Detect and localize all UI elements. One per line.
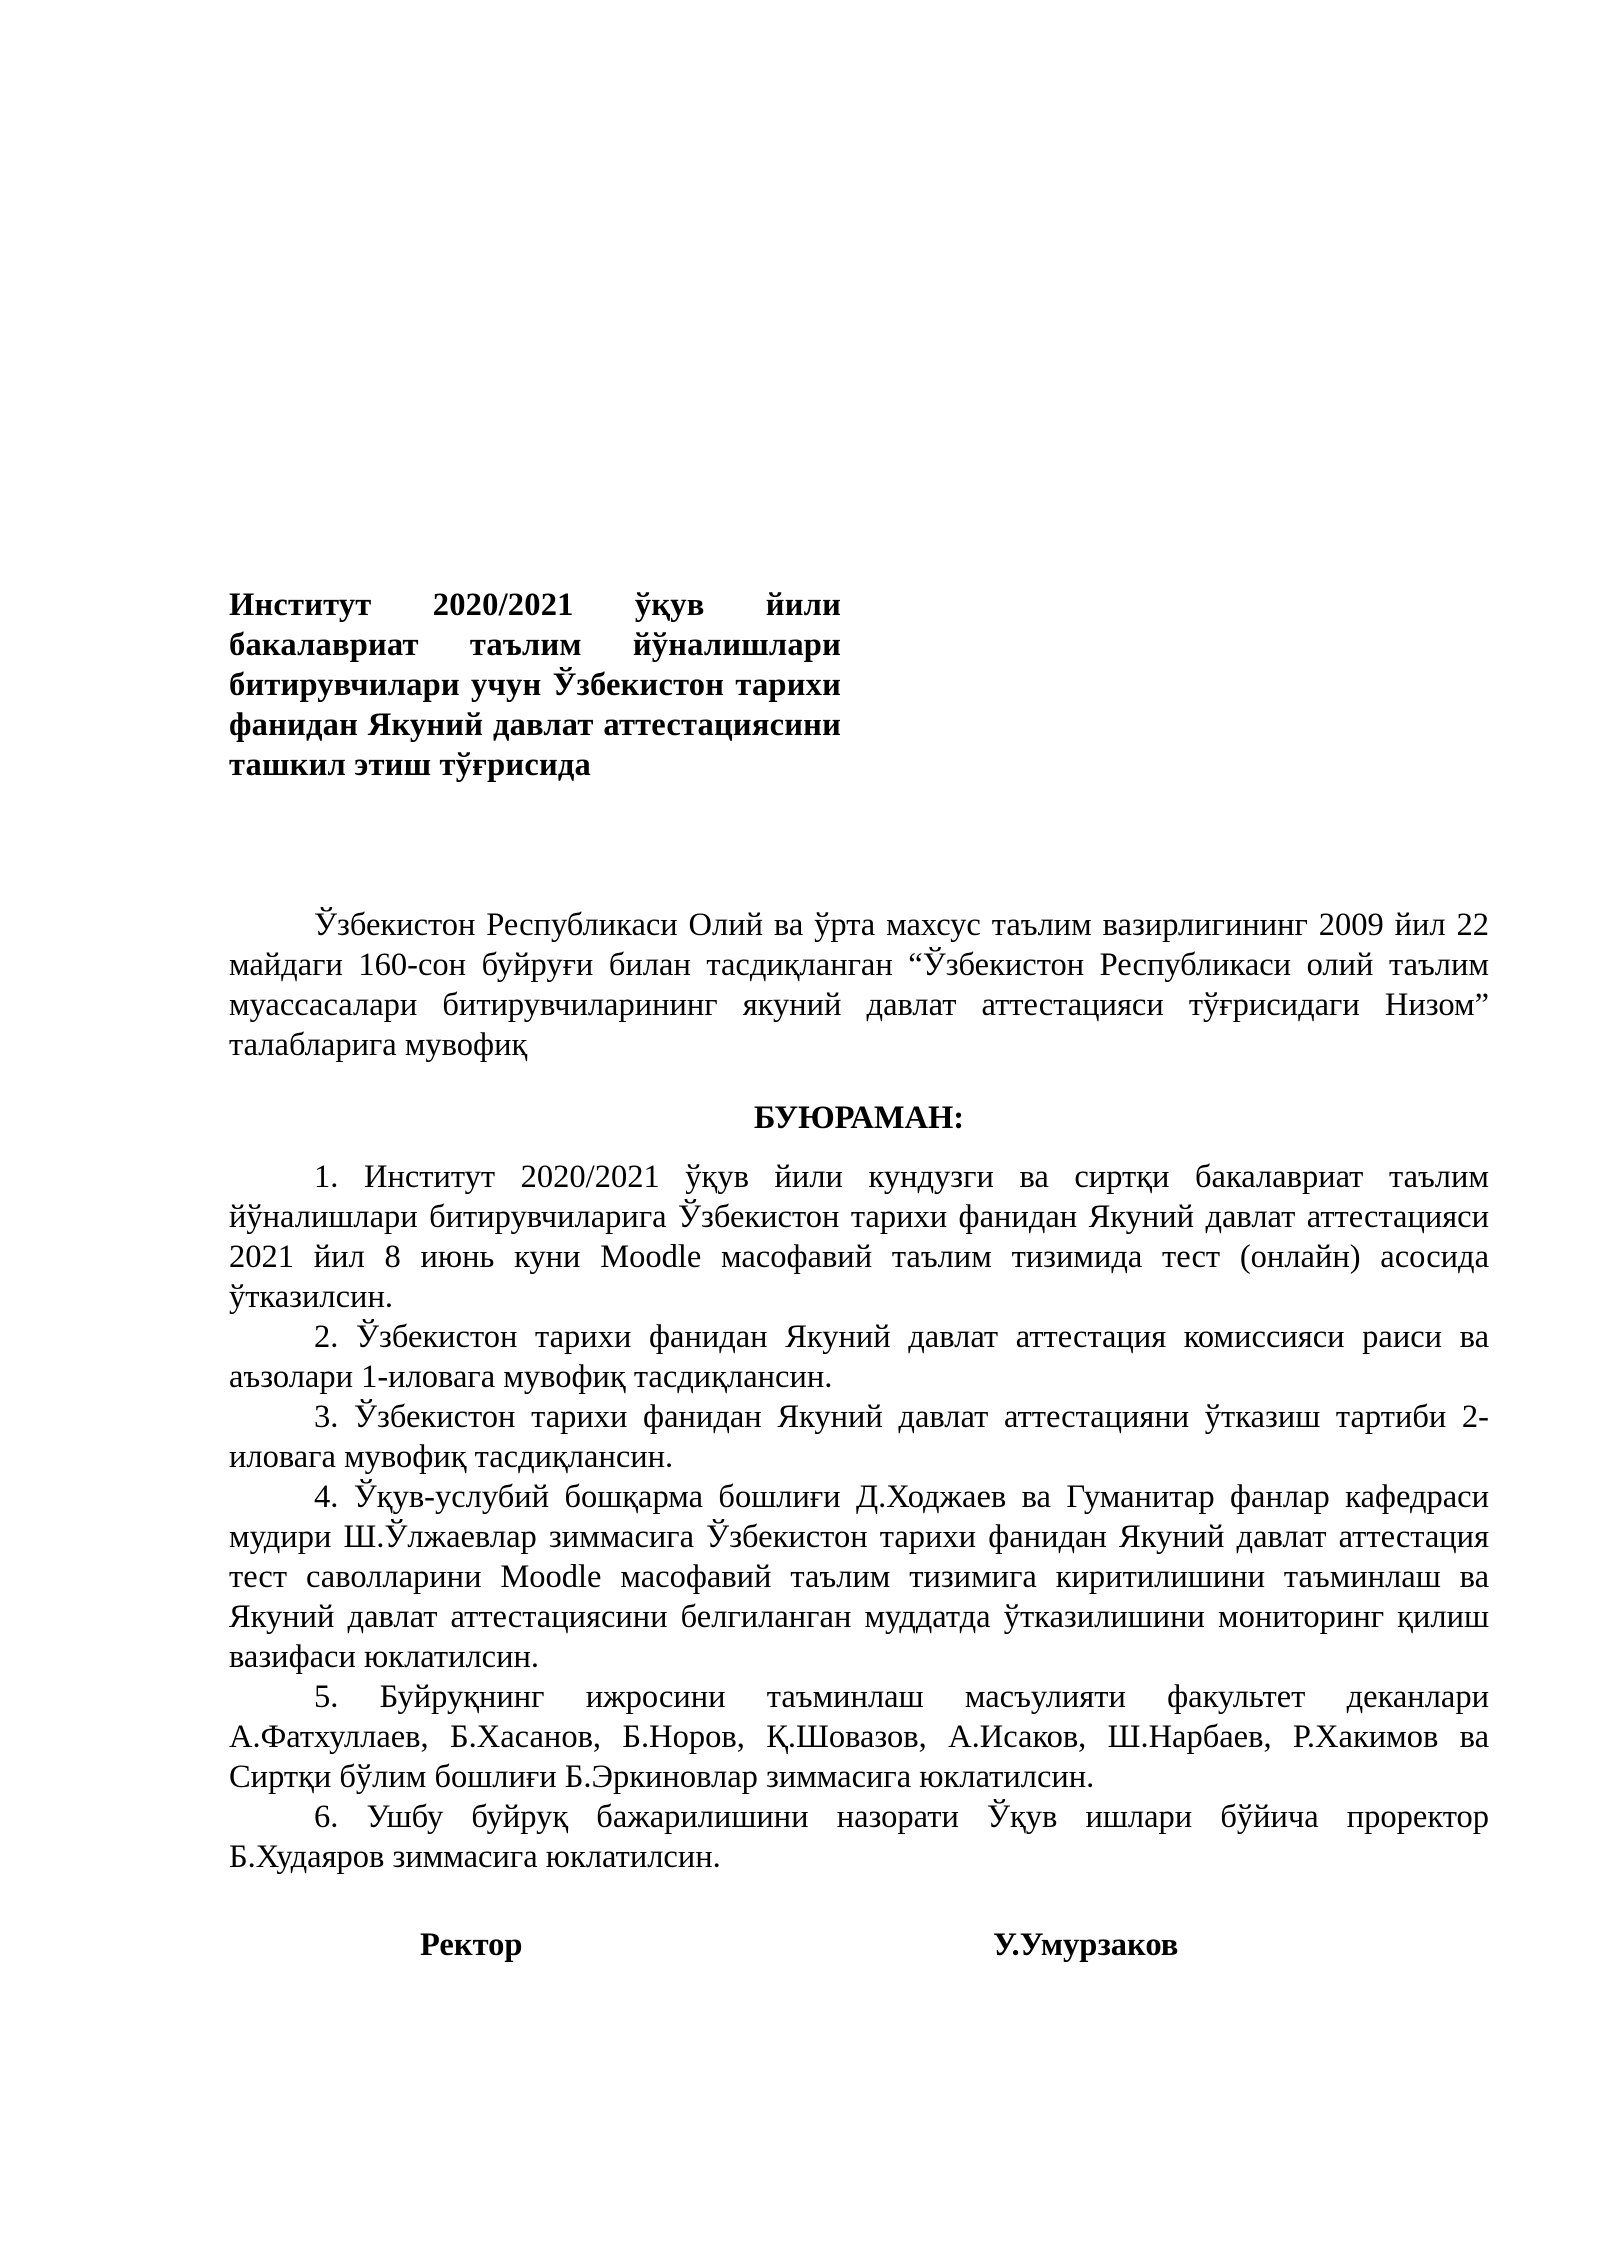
order-subject: Институт 2020/2021 ўқув йили бакалавриат таълим йўналишлари битирувчилари учун Ўзбекистон тарихи фанидан Якуний давлат аттестациясини ташкил этиш тўғрисида [229, 587, 841, 783]
order-heading: БУЮРАМАН: [753, 1100, 965, 1136]
order-item-5: 5. Буйруқнинг ижросини таъминлаш масъулияти факультет деканлари А.Фатхуллаев, Б.Хасанов, Б.Норов, Қ.Шовазов, А.Исаков, Ш.Нарбаев, Р.Хакимов ва Сиртқи бўлим бошлиғи Б.Эркиновлар зиммасига юклатилсин. [229, 1679, 1489, 1795]
signature-name: У.Умурзаков [993, 1927, 1179, 1963]
preamble-paragraph: Ўзбекистон Республикаси Олий ва ўрта махсус таълим вазирлигининг 2009 йил 22 майдаги 160-сон буйруғи билан тасдиқланган “Ўзбекистон Республикаси олий таълим муассасалари битирувчиларининг якуний давлат аттестацияси тўғрисидаги Низом” талабларига мувофиқ [229, 907, 1489, 1063]
order-item-2: 2. Ўзбекистон тарихи фанидан Якуний давлат аттестация комиссияси раиси ва аъзолари 1-иловага мувофиқ тасдиқлансин. [229, 1319, 1489, 1395]
order-item-1: 1. Институт 2020/2021 ўқув йили кундузги ва сиртқи бакалавриат таълим йўналишлари битирувчиларига Ўзбекистон тарихи фанидан Якуний давлат аттестацияси 2021 йил 8 июнь куни Moodle масофавий таълим тизимида тест (онлайн) асосида ўтказилсин. [229, 1159, 1489, 1315]
order-items-list [229, 1157, 1489, 1877]
order-item-3: 3. Ўзбекистон тарихи фанидан Якуний давлат аттестацияни ўтказиш тартиби 2-иловага мувофиқ тасдиқлансин. [229, 1399, 1489, 1475]
order-item-6: 6. Ушбу буйруқ бажарилишини назорати Ўқув ишлари бўйича проректор Б.Худаяров зиммасига юклатилсин. [229, 1799, 1489, 1875]
order-item-4: 4. Ўқув-услубий бошқарма бошлиғи Д.Ходжаев ва Гуманитар фанлар кафедраси мудири Ш.Ўлжаевлар зиммасига Ўзбекистон тарихи фанидан Якуний давлат аттестация тест саволларини Moodle масофавий таълим тизимига киритилишини таъминлаш ва Якуний давлат аттестациясини белгиланган муддатда ўтказилишини мониторинг қилиш вазифаси юклатилсин. [229, 1479, 1489, 1675]
signature-title: Ректор [420, 1927, 523, 1963]
